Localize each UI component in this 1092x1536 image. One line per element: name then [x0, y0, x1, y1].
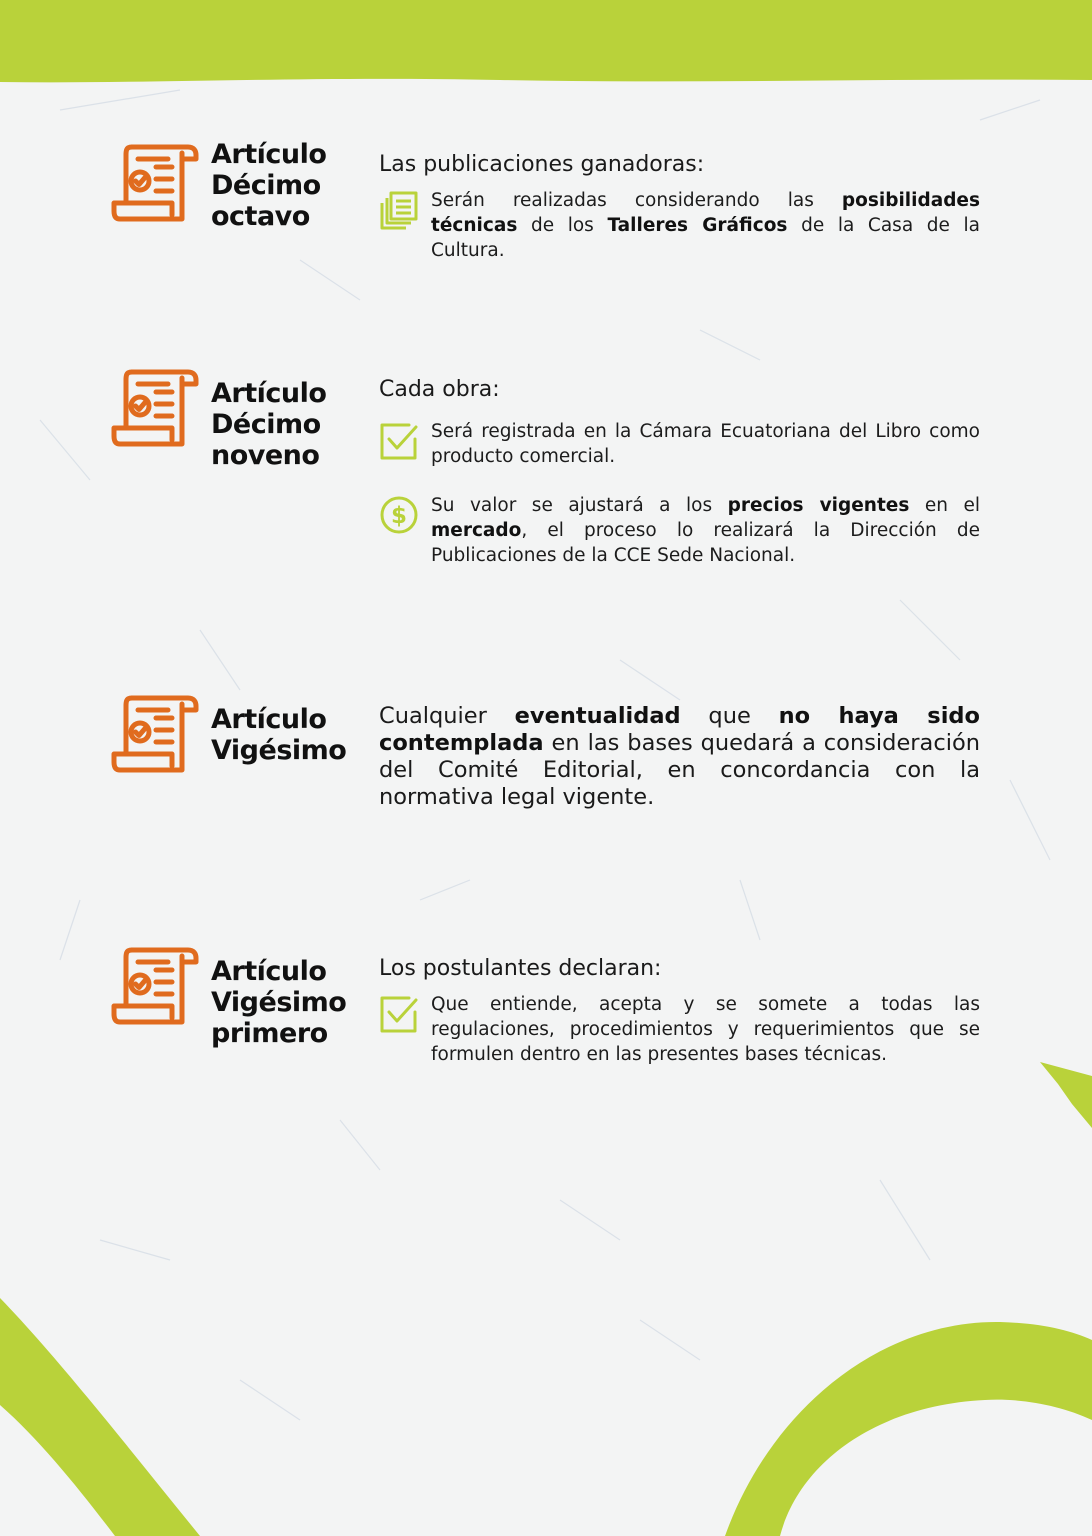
- scroll-document-icon: [110, 942, 200, 1032]
- title-line: Artículo: [211, 704, 327, 735]
- title-line: Décimo: [211, 170, 321, 201]
- bold-text: precios vigentes: [727, 495, 910, 516]
- bullet-item: [379, 992, 980, 1067]
- documents-icon: [379, 190, 419, 230]
- text-run: de los: [517, 215, 608, 236]
- title-line: Artículo: [211, 956, 327, 987]
- dollar-icon: [379, 495, 419, 535]
- text-run: que: [680, 703, 779, 729]
- text-run: en las bases quedará a consideración del Comité Editorial, en concordancia con la: [379, 730, 980, 783]
- top-green-band: [0, 0, 1092, 82]
- bullet-item: [379, 188, 980, 263]
- bullet-text: [431, 188, 980, 263]
- title-line: octavo: [211, 201, 310, 232]
- article-title: [211, 956, 371, 1049]
- article-title: [211, 704, 371, 766]
- text-run: de la Casa de la Cultura.: [431, 215, 980, 261]
- bullet-text: [431, 992, 980, 1067]
- bottom-right-green-arc: [725, 1322, 1092, 1536]
- title-line: noveno: [211, 440, 320, 471]
- title-line: Vigésimo: [211, 735, 347, 766]
- right-edge-green-mark: [1040, 1062, 1092, 1128]
- checkbox-icon: [379, 994, 419, 1034]
- title-line: Décimo: [211, 409, 321, 440]
- text-run: Serán realizadas considerando las: [431, 190, 842, 211]
- title-line: Vigésimo: [211, 987, 347, 1018]
- svg-text:$: $: [390, 503, 408, 529]
- article-content: [379, 955, 980, 1067]
- text-run: en el: [909, 495, 980, 516]
- checkbox-icon: [379, 421, 419, 461]
- scroll-document-icon: [110, 364, 200, 454]
- article-intro: Las publicaciones ganadoras:: [379, 152, 705, 177]
- paragraph-last-line: normativa legal vigente.: [379, 784, 655, 810]
- bottom-left-green-swoosh: [0, 1298, 200, 1536]
- scroll-document-icon: [110, 139, 200, 229]
- bullet-item: [379, 493, 980, 568]
- text-run: Que entiende, acepta y se somete a todas las regulaciones, procedimientos y requerimientos que se formulen dentro en las presentes bases técnicas.: [431, 994, 980, 1065]
- article-content: [379, 703, 980, 811]
- article-content: [379, 376, 980, 568]
- title-line: Artículo: [211, 378, 327, 409]
- bullet-item: [379, 419, 980, 469]
- paragraph-body: [379, 703, 980, 783]
- text-run: Será registrada en la Cámara Ecuatoriana del Libro como producto comercial.: [431, 421, 980, 467]
- article-intro: Los postulantes declaran:: [379, 956, 662, 981]
- title-line: Artículo: [211, 139, 327, 170]
- title-line: primero: [211, 1018, 328, 1049]
- article-paragraph: [379, 703, 980, 811]
- article-content: [379, 151, 980, 263]
- article-title: [211, 139, 371, 232]
- text-run: Cualquier: [379, 703, 515, 729]
- bold-text: eventualidad: [514, 703, 681, 729]
- text-run: Su valor se ajustará a los: [431, 495, 728, 516]
- article-title: [211, 378, 371, 471]
- bullet-text: [431, 493, 980, 568]
- bold-text: posibilidades técnicas: [431, 190, 980, 236]
- article-intro: Cada obra:: [379, 377, 500, 402]
- bullet-text: [431, 419, 980, 469]
- bold-text: Talleres Gráficos: [607, 215, 788, 236]
- text-run: , el proceso lo realizará la Dirección de Publicaciones de la CCE Sede Nacional.: [431, 520, 980, 566]
- bold-text: mercado: [431, 520, 522, 541]
- bold-text: no haya sido contemplada: [379, 703, 980, 756]
- scroll-document-icon: [110, 690, 200, 780]
